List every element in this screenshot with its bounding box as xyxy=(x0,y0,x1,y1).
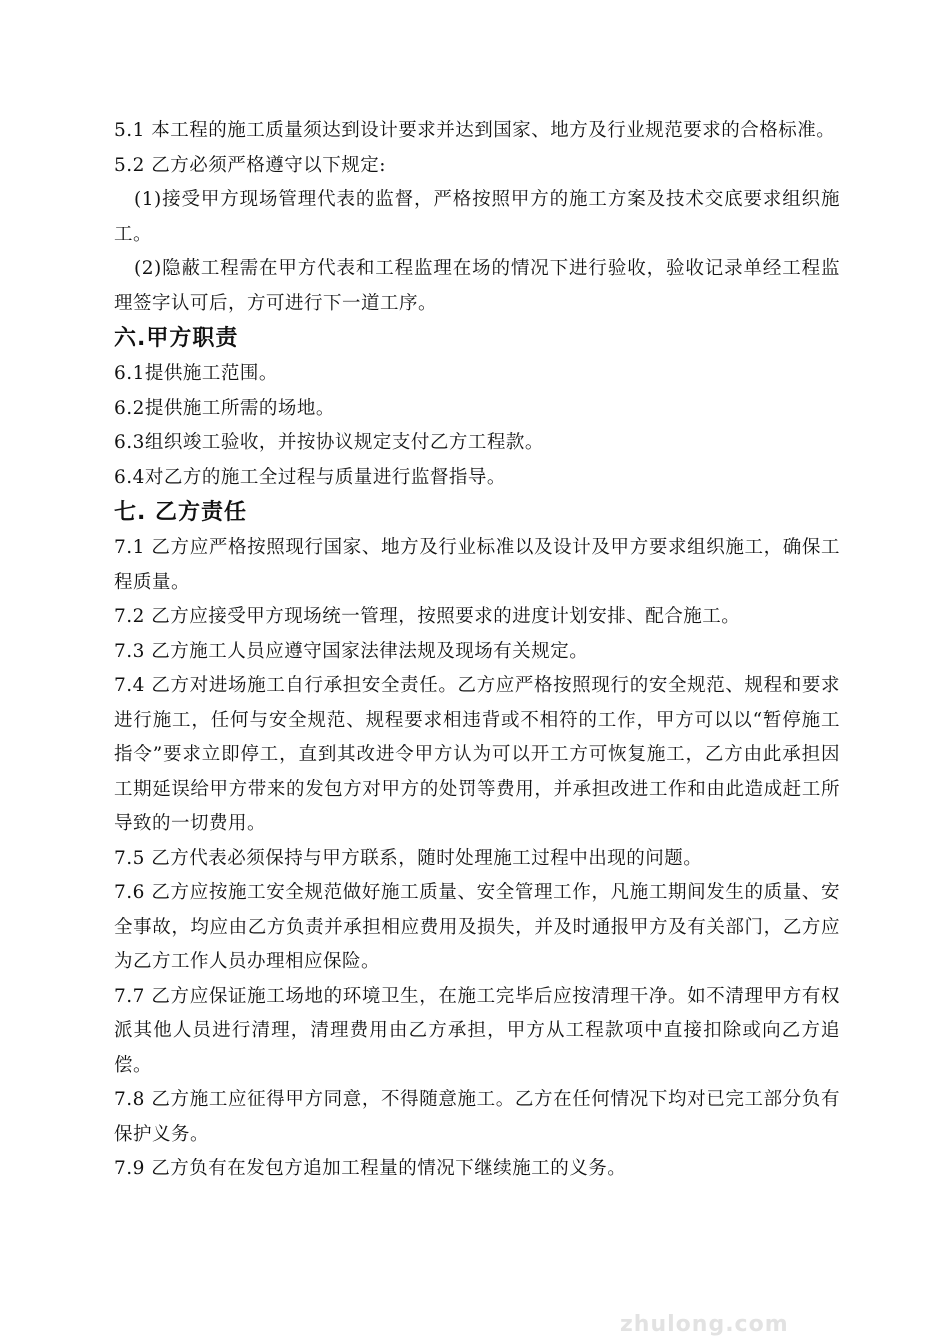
clause-7-1: 7.1 乙方应严格按照现行国家、地方及行业标准以及设计及甲方要求组织施工，确保工程质量。 xyxy=(114,537,840,593)
clause-7-9: 7.9 乙方负有在发包方追加工程量的情况下继续施工的义务。 xyxy=(114,1158,627,1179)
clause-7-4: 7.4 乙方对进场施工自行承担安全责任。乙方应严格按照现行的安全规范、规程和要求进行施工，任何与安全规范、规程要求相违背或不相符的工作，甲方可以以“暂停施工指令”要求立即停工，直到其改进令甲方认为可以开工方可恢复施工，乙方由此承担因工期延误给甲方带来的发包方对甲方的处罚等费用，并承担改进工作和由此造成赶工所导致的一切费用。 xyxy=(114,675,840,834)
clause-6-2: 6.2提供施工所需的场地。 xyxy=(114,397,335,419)
clause-5-1: 5.1 本工程的施工质量须达到设计要求并达到国家、地方及行业规范要求的合格标准。 xyxy=(114,120,836,141)
clause-5-2-item-1: (1)接受甲方现场管理代表的监督，严格按照甲方的施工方案及技术交底要求组织施工。 xyxy=(114,189,840,245)
section-heading-7: 七. 乙方责任 xyxy=(114,500,248,525)
watermark: zhulong.com xyxy=(620,1312,789,1337)
clause-5-2: 5.2 乙方必须严格遵守以下规定: xyxy=(114,154,387,176)
clause-7-3: 7.3 乙方施工人员应遵守国家法律法规及现场有关规定。 xyxy=(114,640,589,662)
clause-7-8: 7.8 乙方施工应征得甲方同意，不得随意施工。乙方在任何情况下均对已完工部分负有保护义务。 xyxy=(114,1089,840,1145)
clause-7-2: 7.2 乙方应接受甲方现场统一管理，按照要求的进度计划安排、配合施工。 xyxy=(114,606,741,627)
clause-5-2-item-2: (2)隐蔽工程需在甲方代表和工程监理在场的情况下进行验收，验收记录单经工程监理签字认可后，方可进行下一道工序。 xyxy=(114,258,840,314)
clause-7-6: 7.6 乙方应按施工安全规范做好施工质量、安全管理工作，凡施工期间发生的质量、安全事故，均应由乙方负责并承担相应费用及损失，并及时通报甲方及有关部门，乙方应为乙方工作人员办理相应保险。 xyxy=(114,882,840,972)
section-heading-6: 六.甲方职责 xyxy=(114,326,239,351)
clause-7-7: 7.7 乙方应保证施工场地的环境卫生，在施工完毕后应按清理干净。如不清理甲方有权派其他人员进行清理，清理费用由乙方承担，甲方从工程款项中直接扣除或向乙方追偿。 xyxy=(114,985,840,1076)
clause-6-3: 6.3组织竣工验收，并按协议规定支付乙方工程款。 xyxy=(114,432,544,453)
clause-6-4: 6.4对乙方的施工全过程与质量进行监督指导。 xyxy=(114,466,506,488)
document-body xyxy=(114,114,840,1187)
clause-7-5: 7.5 乙方代表必须保持与甲方联系，随时处理施工过程中出现的问题。 xyxy=(114,847,703,869)
clause-6-1: 6.1提供施工范围。 xyxy=(114,363,278,384)
